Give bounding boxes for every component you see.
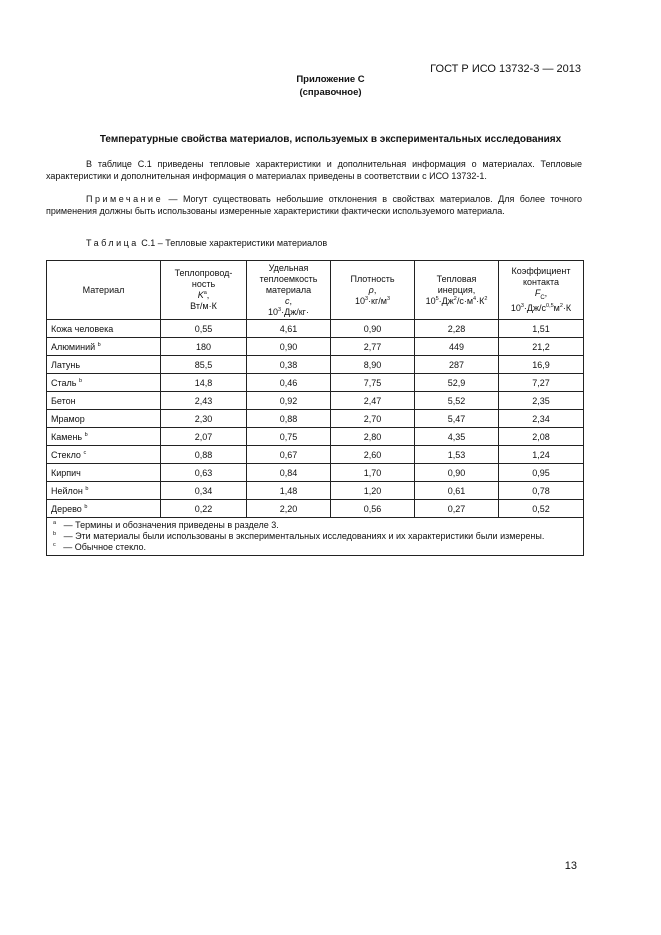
- inertia-value: 5,47: [415, 410, 499, 428]
- table-row: [47, 392, 584, 410]
- inertia-value: 5,52: [415, 392, 499, 410]
- appendix-title: Приложение С: [296, 74, 365, 85]
- table-footnotes: [47, 518, 584, 556]
- capacity-value: 0,75: [247, 428, 331, 446]
- capacity-value: 2,20: [247, 500, 331, 518]
- capacity-value: 0,67: [247, 446, 331, 464]
- material-name: Стекло $^c$: [47, 446, 161, 464]
- table-row: [47, 374, 584, 392]
- section-heading: Температурные свойства материалов, используемых в экспериментальных исследованиях: [99, 134, 562, 145]
- conductivity-value: 14,8: [161, 374, 247, 392]
- capacity-value: 1,48: [247, 482, 331, 500]
- table-row: [47, 410, 584, 428]
- density-value: 2,47: [331, 392, 415, 410]
- inertia-value: 0,61: [415, 482, 499, 500]
- footnote: $^b$ — Эти материалы были использованы в экспериментальных исследованиях и их характеристики были измерены.: [53, 531, 545, 541]
- material-name: Нейлон $^b$: [47, 482, 161, 500]
- header-capacity: Удельная теплоемкость материала c, $10^3\cdot Дж/кг\cdot$: [247, 261, 331, 320]
- appendix-subtitle: (справочное): [299, 87, 362, 98]
- inertia-value: 0,90: [415, 464, 499, 482]
- header-inertia: Тепловая инерция, $10^5\cdot Дж^2/с\cdot м^4\cdot К^2$: [415, 261, 499, 320]
- material-name: Бетон: [47, 392, 161, 410]
- materials-table: [46, 260, 584, 556]
- contact-value: 21,2: [499, 338, 584, 356]
- page-number: 13: [564, 860, 577, 872]
- table-row: [47, 500, 584, 518]
- note-text: — Могут существовать небольшие отклонения в свойствах материалов. Для более точного применения должны быть использованы измеренные характеристики фактически используемого материала.: [46, 194, 582, 216]
- contact-value: 0,95: [499, 464, 584, 482]
- table-row: [47, 428, 584, 446]
- density-value: 1,70: [331, 464, 415, 482]
- contact-value: 1,51: [499, 320, 584, 338]
- density-value: 2,70: [331, 410, 415, 428]
- table-caption-label: Таблица: [86, 238, 139, 248]
- table-row: [47, 446, 584, 464]
- inertia-value: 52,9: [415, 374, 499, 392]
- contact-value: 2,08: [499, 428, 584, 446]
- table-row: [47, 356, 584, 374]
- conductivity-value: 2,07: [161, 428, 247, 446]
- contact-value: 7,27: [499, 374, 584, 392]
- footnotes-row: [47, 518, 584, 556]
- density-value: 2,80: [331, 428, 415, 446]
- table-row: [47, 320, 584, 338]
- capacity-value: 0,92: [247, 392, 331, 410]
- material-name: Сталь $^b$: [47, 374, 161, 392]
- conductivity-value: 2,43: [161, 392, 247, 410]
- contact-value: 1,24: [499, 446, 584, 464]
- contact-value: 0,52: [499, 500, 584, 518]
- conductivity-value: 0,88: [161, 446, 247, 464]
- contact-value: 0,78: [499, 482, 584, 500]
- density-value: 7,75: [331, 374, 415, 392]
- material-name: Кирпич: [47, 464, 161, 482]
- conductivity-value: 180: [161, 338, 247, 356]
- density-value: 2,60: [331, 446, 415, 464]
- contact-value: 2,35: [499, 392, 584, 410]
- density-value: 0,56: [331, 500, 415, 518]
- inertia-value: 1,53: [415, 446, 499, 464]
- capacity-value: 0,84: [247, 464, 331, 482]
- capacity-value: 0,90: [247, 338, 331, 356]
- material-name: Дерево $^b$: [47, 500, 161, 518]
- footnote: $^a$ — Термины и обозначения приведены в разделе 3.: [53, 520, 279, 530]
- inertia-value: 2,28: [415, 320, 499, 338]
- density-value: 8,90: [331, 356, 415, 374]
- table-caption-text: С.1 – Тепловые характеристики материалов: [138, 238, 328, 248]
- header-conductivity: Теплопровод- ность $K^a$, Вт/м·К: [161, 261, 247, 320]
- density-value: 2,77: [331, 338, 415, 356]
- contact-value: 16,9: [499, 356, 584, 374]
- header-density: Плотность ρ, $10^3\cdot кг/м^3$: [331, 261, 415, 320]
- capacity-value: 0,38: [247, 356, 331, 374]
- table-header-row: [47, 261, 584, 320]
- conductivity-value: 0,22: [161, 500, 247, 518]
- table-row: [47, 482, 584, 500]
- capacity-value: 4,61: [247, 320, 331, 338]
- capacity-value: 0,88: [247, 410, 331, 428]
- material-name: Латунь: [47, 356, 161, 374]
- table-caption: [86, 238, 327, 248]
- contact-value: 2,34: [499, 410, 584, 428]
- inertia-value: 0,27: [415, 500, 499, 518]
- table-row: [47, 338, 584, 356]
- header-material: Материал: [47, 261, 161, 320]
- conductivity-value: 0,55: [161, 320, 247, 338]
- density-value: 1,20: [331, 482, 415, 500]
- standard-number: ГОСТ Р ИСО 13732-3 — 2013: [430, 63, 581, 75]
- density-value: 0,90: [331, 320, 415, 338]
- material-name: Кожа человека: [47, 320, 161, 338]
- inertia-value: 449: [415, 338, 499, 356]
- footnote: $^c$ — Обычное стекло.: [53, 542, 146, 552]
- capacity-value: 0,46: [247, 374, 331, 392]
- material-name: Мрамор: [47, 410, 161, 428]
- conductivity-value: 2,30: [161, 410, 247, 428]
- conductivity-value: 0,34: [161, 482, 247, 500]
- note-paragraph: [46, 193, 582, 217]
- note-label: Примечание: [86, 194, 164, 204]
- material-name: Алюминий $^b$: [47, 338, 161, 356]
- intro-paragraph: В таблице С.1 приведены тепловые характеристики и дополнительная информация о материалах. Тепловые характеристики и дополнительная информация о материалах приведены в соответствии с ИСО 13732-1.: [46, 159, 582, 181]
- conductivity-value: 85,5: [161, 356, 247, 374]
- table-row: [47, 464, 584, 482]
- conductivity-value: 0,63: [161, 464, 247, 482]
- material-name: Камень $^b$: [47, 428, 161, 446]
- inertia-value: 287: [415, 356, 499, 374]
- inertia-value: 4,35: [415, 428, 499, 446]
- header-contact: Коэффициент контакта $F_C$, $10^3\cdot Дж/с^{0,5}м^2\cdot К$: [499, 261, 584, 320]
